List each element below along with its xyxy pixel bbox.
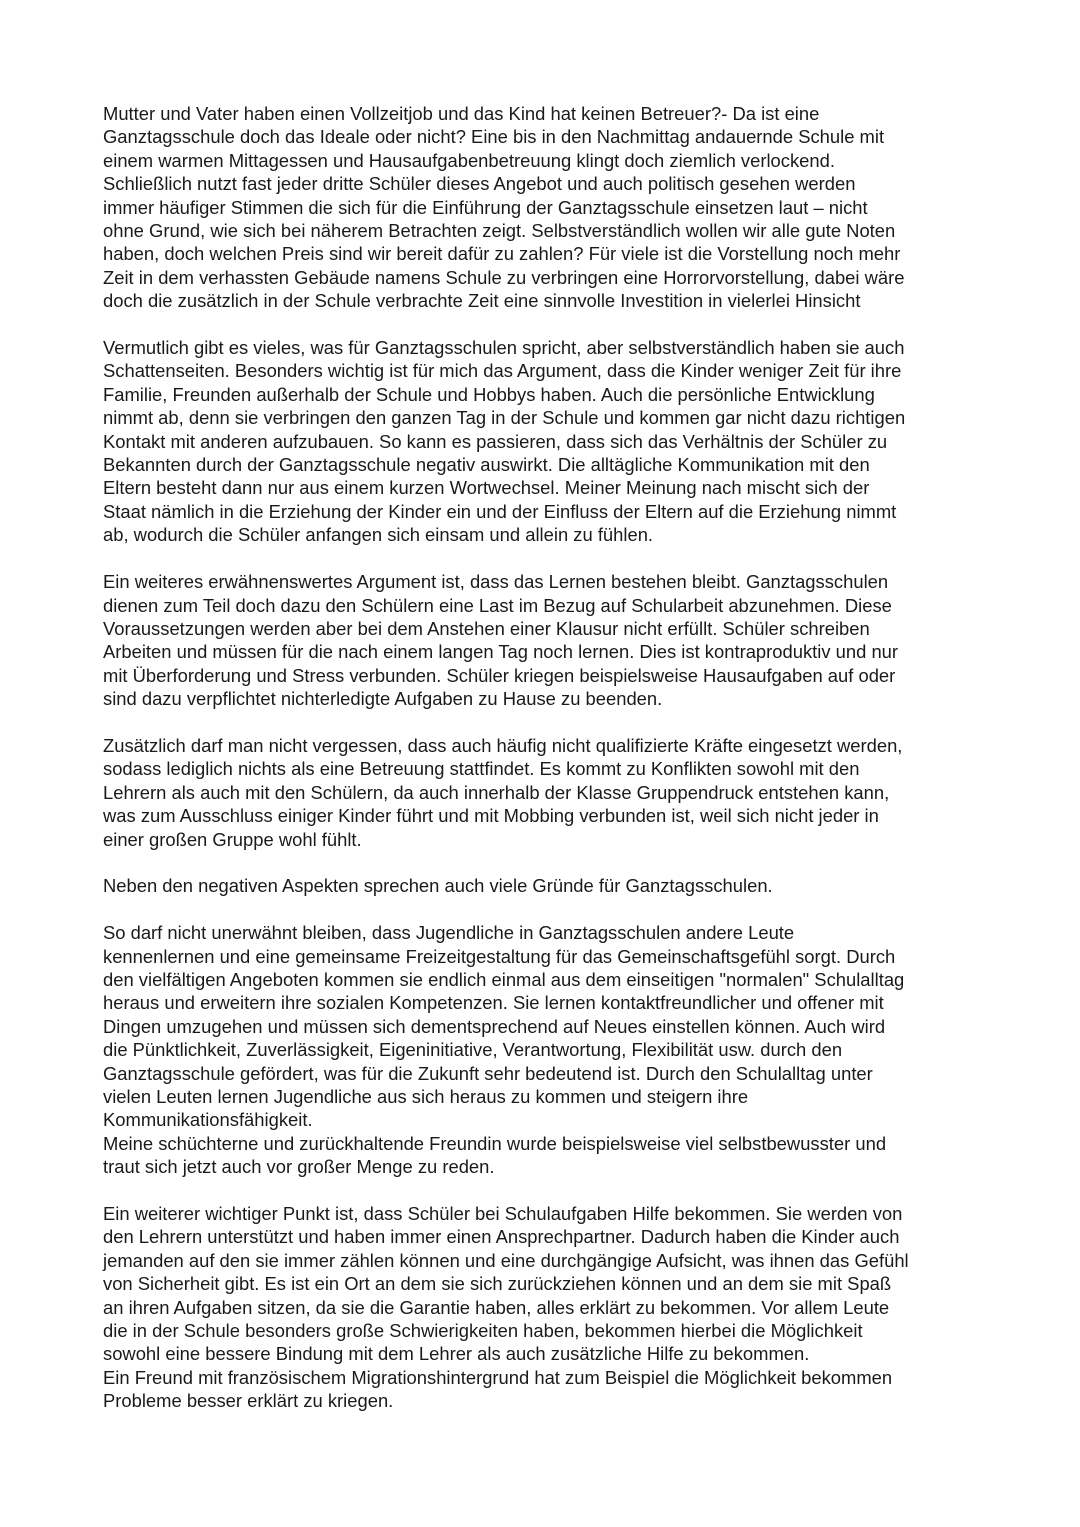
paragraph-contra-family	[103, 336, 983, 547]
text-line: Schattenseiten. Besonders wichtig ist für mich das Argument, dass die Kinder weniger Zeit für ihre	[103, 360, 902, 382]
text-line: einer großen Gruppe wohl fühlt.	[103, 828, 362, 850]
text-line: die Pünktlichkeit, Zuverlässigkeit, Eigeninitiative, Verantwortung, Flexibilität usw. durch den	[103, 1039, 843, 1061]
text-line: was zum Ausschluss einiger Kinder führt und mit Mobbing verbunden ist, weil sich nicht jeder in	[103, 805, 879, 827]
text-line: Familie, Freunden außerhalb der Schule und Hobbys haben. Auch die persönliche Entwicklung	[103, 383, 875, 405]
text-line: die in der Schule besonders große Schwierigkeiten haben, bekommen hierbei die Möglichkeit	[103, 1320, 863, 1342]
text-line: ohne Grund, wie sich bei näherem Betrachten zeigt. Selbstverständlich wollen wir alle gute Noten	[103, 220, 896, 242]
text-line: sowohl eine bessere Bindung mit dem Lehrer als auch zusätzliche Hilfe zu bekommen.	[103, 1343, 810, 1365]
text-line: Kommunikationsfähigkeit.	[103, 1109, 313, 1131]
text-line: Ein weiteres erwähnenswertes Argument ist, dass das Lernen bestehen bleibt. Ganztagsschulen	[103, 571, 889, 593]
text-line: Ganztagsschule doch das Ideale oder nicht? Eine bis in den Nachmittag andauernde Schule mit	[103, 126, 885, 148]
text-line: sodass lediglich nichts als eine Betreuung stattfindet. Es kommt zu Konflikten sowohl mit den	[103, 758, 860, 780]
text-line: dienen zum Teil doch dazu den Schülern eine Last im Bezug auf Schularbeit abzunehmen. Diese	[103, 594, 892, 616]
paragraph-pro-help-example	[103, 1366, 983, 1413]
text-line: von Sicherheit gibt. Es ist ein Ort an dem sie sich zurückziehen können und an dem sie mit Spaß	[103, 1273, 892, 1295]
text-line: Dingen umzugehen und müssen sich dementsprechend auf Neues einstellen können. Auch wird	[103, 1015, 886, 1037]
text-line: den Lehrern unterstützt und haben immer einen Ansprechpartner. Dadurch haben die Kinder auch	[103, 1226, 900, 1248]
paragraph-pro-help	[103, 1202, 983, 1366]
text-line: Vermutlich gibt es vieles, was für Ganztagsschulen spricht, aber selbstverständlich haben sie auch	[103, 337, 905, 359]
text-line: Bekannten durch der Ganztagsschule negativ auswirkt. Die alltägliche Kommunikation mit den	[103, 454, 870, 476]
text-line: Probleme besser erklärt zu kriegen.	[103, 1390, 394, 1412]
text-line: Ein weiterer wichtiger Punkt ist, dass Schüler bei Schulaufgaben Hilfe bekommen. Sie werden von	[103, 1203, 903, 1224]
text-line: jemanden auf den sie immer zählen können und eine durchgängige Aufsicht, was ihnen das Gefühl	[103, 1249, 909, 1271]
text-line: immer häufiger Stimmen die sich für die Einführung der Ganztagsschule einsetzen laut – nicht	[103, 196, 868, 218]
text-line: Voraussetzungen werden aber bei dem Anstehen einer Klausur nicht erfüllt. Schüler schreiben	[103, 617, 870, 639]
paragraph-pro-social-example	[103, 1132, 983, 1179]
text-line: So darf nicht unerwähnt bleiben, dass Jugendliche in Ganztagsschulen andere Leute	[103, 922, 795, 944]
text-line: kennenlernen und eine gemeinsame Freizeitgestaltung für das Gemeinschaftsgefühl sorgt. Durch	[103, 945, 896, 967]
text-line: Schließlich nutzt fast jeder dritte Schüler dieses Angebot und auch politisch gesehen werden	[103, 173, 856, 195]
text-line: Zeit in dem verhassten Gebäude namens Schule zu verbringen eine Horrorvorstellung, dabei wäre	[103, 266, 905, 288]
paragraph-pro-social	[103, 921, 983, 1132]
text-line: ab, wodurch die Schüler anfangen sich einsam und allein zu fühlen.	[103, 524, 654, 546]
text-line: traut sich jetzt auch vor großer Menge zu reden.	[103, 1156, 495, 1178]
text-line: sind dazu verpflichtet nichterledigte Aufgaben zu Hause zu beenden.	[103, 688, 663, 710]
text-line: Ganztagsschule gefördert, was für die Zukunft sehr bedeutend ist. Durch den Schulalltag unter	[103, 1062, 873, 1084]
text-line: Zusätzlich darf man nicht vergessen, dass auch häufig nicht qualifizierte Kräfte eingesetzt werden,	[103, 734, 903, 756]
text-line: einem warmen Mittagessen und Hausaufgabenbetreuung klingt doch ziemlich verlockend.	[103, 149, 835, 171]
paragraph-contra-learning	[103, 570, 983, 710]
paragraph-contra-staff	[103, 734, 983, 851]
paragraph-intro	[103, 102, 983, 313]
text-line: Meine schüchterne und zurückhaltende Freundin wurde beispielsweise viel selbstbewusster und	[103, 1132, 887, 1154]
text-line: heraus und erweitern ihre sozialen Kompetenzen. Sie lernen kontaktfreundlicher und offener mit	[103, 992, 884, 1014]
paragraph-transition	[103, 874, 983, 897]
text-line: vielen Leuten lernen Jugendliche aus sich heraus zu kommen und steigern ihre	[103, 1085, 749, 1107]
text-line: Lehrern als auch mit den Schülern, da auch innerhalb der Klasse Gruppendruck entstehen kann,	[103, 781, 890, 803]
text-line: haben, doch welchen Preis sind wir bereit dafür zu zahlen? Für viele ist die Vorstellung noch mehr	[103, 243, 901, 265]
document-page	[103, 102, 983, 1413]
text-line: nimmt ab, denn sie verbringen den ganzen Tag in der Schule und kommen gar nicht dazu richtigen	[103, 407, 906, 429]
text-line: Kontakt mit anderen aufzubauen. So kann es passieren, dass sich das Verhältnis der Schüler zu	[103, 430, 888, 452]
text-line: den vielfältigen Angeboten kommen sie endlich einmal aus dem einseitigen "normalen" Schulalltag	[103, 968, 905, 990]
text-line: Staat nämlich in die Erziehung der Kinder ein und der Einfluss der Eltern auf die Erziehung nimmt	[103, 500, 897, 522]
text-line: Mutter und Vater haben einen Vollzeitjob und das Kind hat keinen Betreuer?- Da ist eine	[103, 103, 820, 124]
text-line: Eltern besteht dann nur aus einem kurzen Wortwechsel. Meiner Meinung nach mischt sich der	[103, 477, 870, 499]
text-line: mit Überforderung und Stress verbunden. Schüler kriegen beispielsweise Hausaufgaben auf oder	[103, 664, 896, 686]
text-line: Neben den negativen Aspekten sprechen auch viele Gründe für Ganztagsschulen.	[103, 875, 773, 897]
text-line: Ein Freund mit französischem Migrationshintergrund hat zum Beispiel die Möglichkeit bekommen	[103, 1366, 893, 1388]
text-line: Arbeiten und müssen für die nach einem langen Tag noch lernen. Dies ist kontraproduktiv und nur	[103, 641, 899, 663]
text-line: doch die zusätzlich in der Schule verbrachte Zeit eine sinnvolle Investition in vielerlei Hinsicht	[103, 290, 861, 312]
text-line: an ihren Aufgaben sitzen, da sie die Garantie haben, alles erklärt zu bekommen. Vor allem Leute	[103, 1296, 890, 1318]
